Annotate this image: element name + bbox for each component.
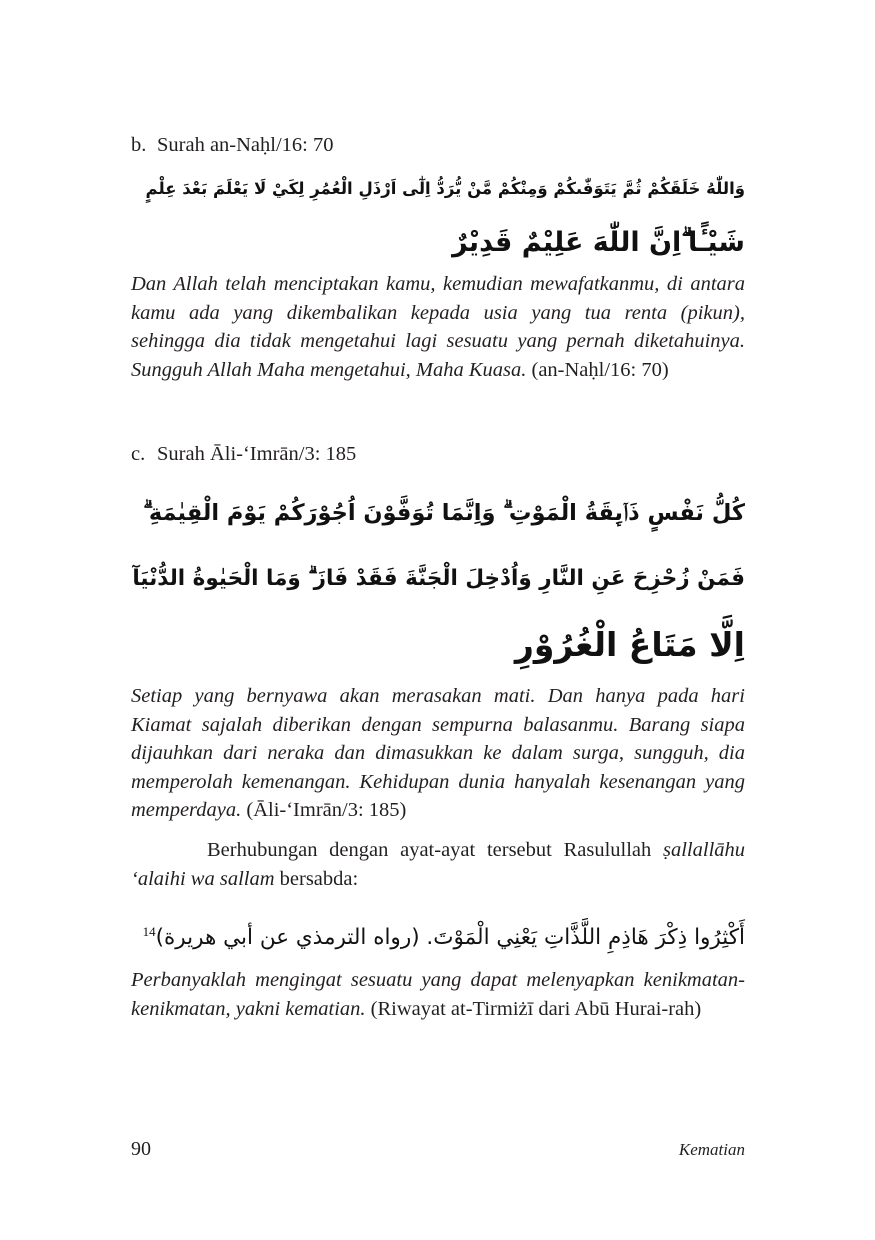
hadith-reference: (Riwayat at-Tirmiżī dari Abū Hurai-rah) bbox=[370, 997, 702, 1020]
section-b-heading bbox=[131, 131, 745, 159]
footnote-marker[interactable]: 14 bbox=[142, 924, 156, 939]
section-c-title: Surah Āli-‘Imrān/3: 185 bbox=[157, 443, 357, 465]
section-b-arabic-verse bbox=[131, 162, 745, 270]
section-c-translation bbox=[131, 682, 745, 825]
translation-text: Dan Allah telah menciptakan kamu, kemudian mewafatkanmu, di antara kamu ada yang dikembalikan kepada usia yang tua renta (pikun), sehingga dia tidak mengetahui lagi sesuatu yang pernah diketahuinya. Sungguh Allah Maha mengetahui, Maha Kuasa. bbox=[131, 273, 745, 381]
section-b-translation bbox=[131, 270, 745, 384]
hadith-intro-paragraph bbox=[131, 836, 745, 893]
page-number: 90 bbox=[131, 1138, 151, 1160]
arabic-line: فَمَنْ زُحْزِحَ عَنِ النَّارِ وَاُدْخِلَ الْجَنَّةَ فَقَدْ فَازَ ۗ وَمَا الْحَيٰوةُ الدُّنْيَآ bbox=[132, 566, 745, 591]
running-title: Kematian bbox=[678, 1140, 745, 1159]
section-b-label: b. bbox=[131, 134, 147, 156]
arabic-line: كُلُّ نَفْسٍ ذَاۤىِٕقَةُ الْمَوْتِ ۗ وَاِنَّمَا تُوَفَّوْنَ اُجُوْرَكُمْ يَوْمَ الْقِيٰمَةِ ۗ bbox=[143, 500, 745, 526]
verse-reference: (Āli-‘Imrān/3: 185) bbox=[246, 799, 407, 822]
book-page bbox=[131, 0, 745, 1240]
arabic-line: اِلَّا مَتَاعُ الْغُرُوْرِ bbox=[514, 625, 745, 664]
arabic-line: وَاللّٰهُ خَلَقَكُمْ ثُمَّ يَتَوَفّٰىكُمْ وَمِنْكُمْ مَّنْ يُّرَدُّ اِلٰٓى اَرْذَلِ الْعُمُرِ لِكَيْ لَا يَعْلَمَ بَعْدَ عِلْمٍ bbox=[145, 179, 745, 198]
section-b-title: Surah an-Naḥl/16: 70 bbox=[157, 134, 334, 156]
verse-reference: (an-Naḥl/16: 70) bbox=[531, 358, 669, 381]
section-c-arabic-verse bbox=[131, 480, 745, 678]
hadith-arabic bbox=[131, 912, 745, 958]
hadith-translation bbox=[131, 966, 745, 1023]
section-c-label: c. bbox=[131, 443, 146, 465]
arabic-line: شَيْـًٔا ۗاِنَّ اللّٰهَ عَلِيْمٌ قَدِيْرٌ bbox=[452, 227, 745, 258]
paragraph-text: Berhubungan dengan ayat-ayat tersebut Rasulullah bbox=[207, 839, 652, 861]
section-c-heading bbox=[131, 440, 745, 468]
hadith-arabic-text: أَكْثِرُوا ذِكْرَ هَاذِمِ اللَّذَّاتِ يَعْنِي الْمَوْتَ. (رواه الترمذي عن أبي هريرة) bbox=[155, 925, 745, 951]
paragraph-text-end: bersabda: bbox=[279, 867, 359, 890]
honorific-phrase: ṣallallāhu ‘alaihi wa sallam bbox=[131, 839, 746, 890]
translation-text: Perbanyaklah mengingat sesuatu yang dapat melenyapkan kenikmatan-kenikmatan, yakni kematian. bbox=[131, 969, 745, 1020]
translation-text: Setiap yang bernyawa akan merasakan mati. Dan hanya pada hari Kiamat sajalah diberikan dengan sempurna balasanmu. Barang siapa dijauhkan dari neraka dan dimasukkan ke dalam surga, sungguh, dia memperolah kemenangan. Kehidupan dunia hanyalah kesenangan yang memperdaya. bbox=[131, 685, 745, 822]
